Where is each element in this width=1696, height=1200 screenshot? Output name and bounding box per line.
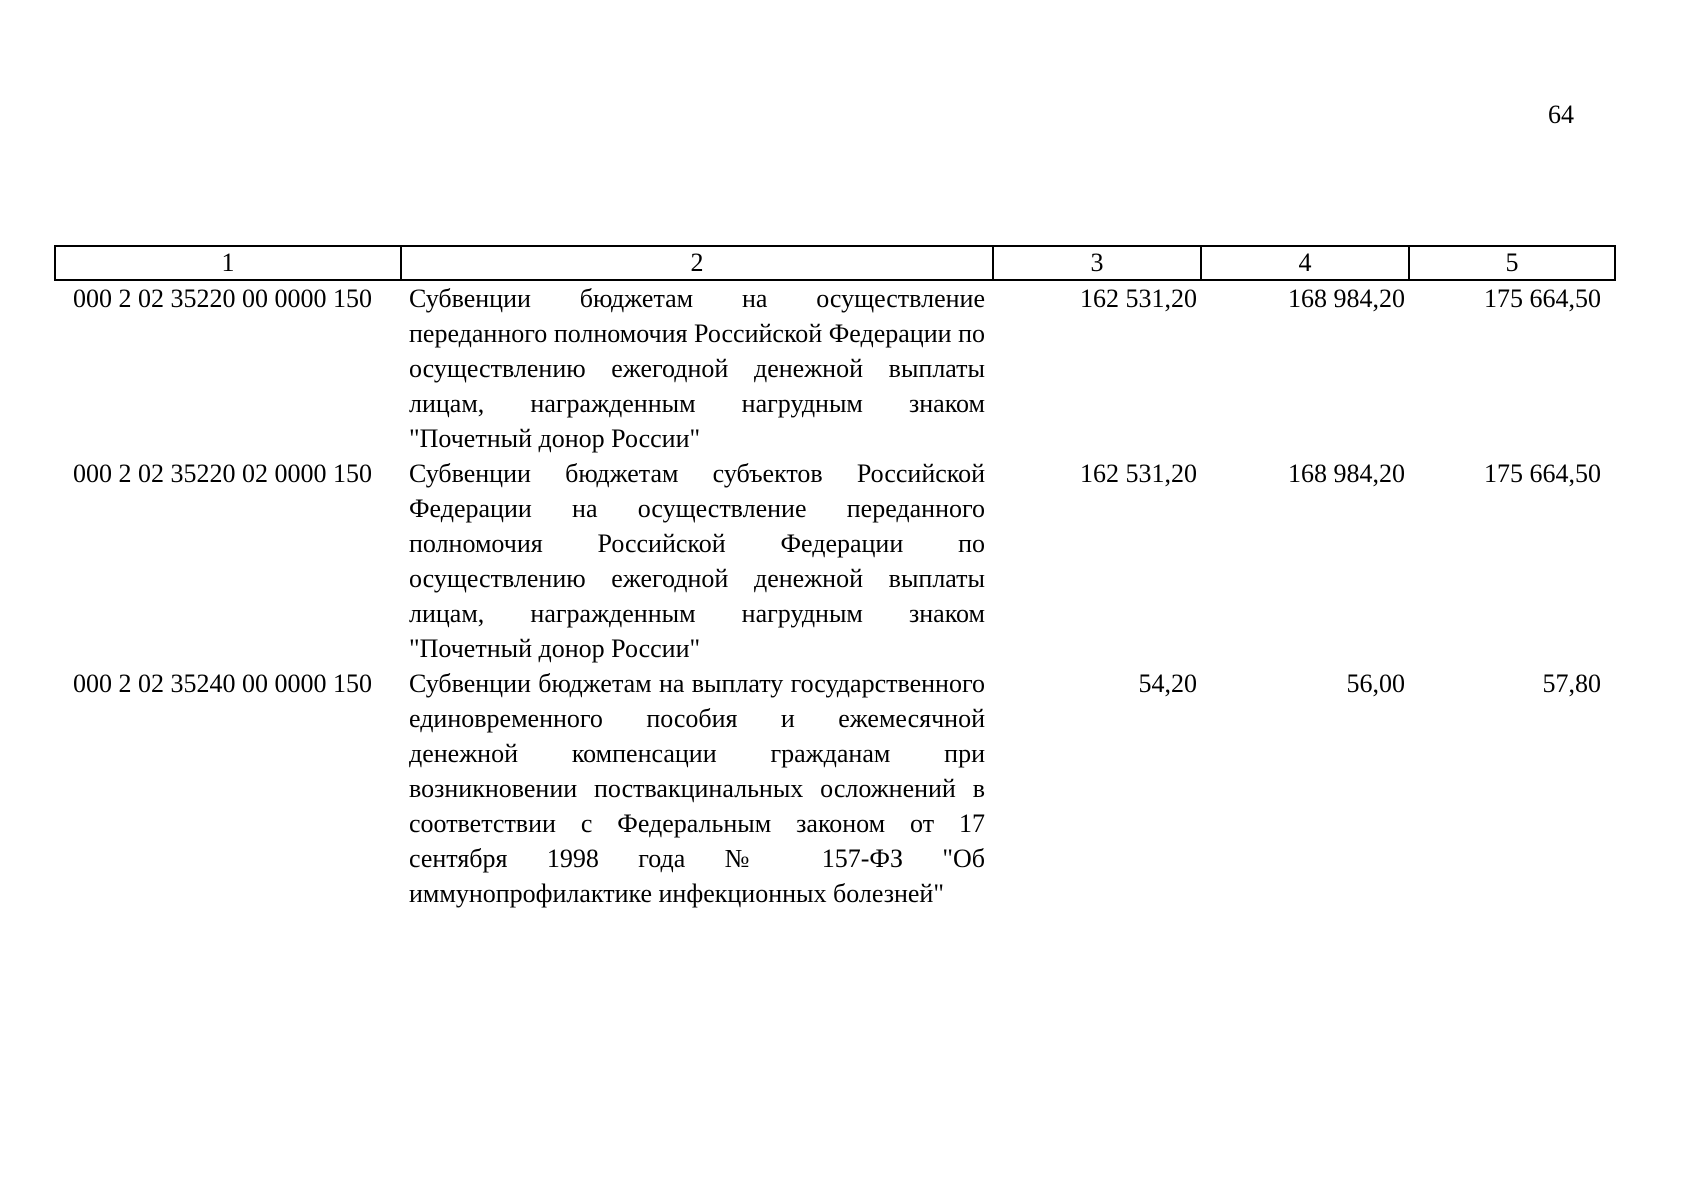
budget-code-cell: 000 2 02 35220 00 0000 150 xyxy=(73,284,372,313)
header-cell-4: 4 xyxy=(1201,246,1409,280)
description-cell: Субвенции бюджетам на осуществление переданного полномочия Российской Федерации по осуществлению ежегодной денежной выплаты лицам, награжденным нагрудным знаком "Почетный донор России" xyxy=(409,284,985,453)
amount-col5-cell: 175 664,50 xyxy=(1484,284,1601,313)
amount-col4-cell: 168 984,20 xyxy=(1288,284,1405,313)
table-header xyxy=(55,246,1615,280)
amount-col4-cell: 56,00 xyxy=(1346,669,1405,698)
header-cell-2: 2 xyxy=(401,246,993,280)
description-cell: Субвенции бюджетам на выплату государственного единовременного пособия и ежемесячной денежной компенсации гражданам при возникновении поствакцинальных осложнений в соответствии с Федеральным законом от 17 сентября 1998 года № 157-ФЗ "Об иммунопрофилактике инфекционных болезней" xyxy=(409,669,985,908)
page-number: 64 xyxy=(1548,100,1574,129)
amount-col5-cell: 57,80 xyxy=(1542,669,1601,698)
header-row xyxy=(55,246,1615,280)
description-cell: Субвенции бюджетам субъектов Российской Федерации на осуществление переданного полномочия Российской Федерации по осуществлению ежегодной денежной выплаты лицам, награжденным нагрудным знаком "Почетный донор России" xyxy=(409,459,985,663)
budget-table-container xyxy=(54,245,1614,911)
amount-col3-cell: 162 531,20 xyxy=(1080,459,1197,488)
amount-col3-cell: 54,20 xyxy=(1138,669,1197,698)
table-row xyxy=(55,666,1615,911)
budget-code-cell: 000 2 02 35240 00 0000 150 xyxy=(73,669,372,698)
table-row xyxy=(55,456,1615,666)
header-cell-1: 1 xyxy=(55,246,401,280)
table-row xyxy=(55,280,1615,456)
amount-col5-cell: 175 664,50 xyxy=(1484,459,1601,488)
table-body xyxy=(55,280,1615,911)
budget-code-cell: 000 2 02 35220 02 0000 150 xyxy=(73,459,372,488)
budget-table xyxy=(54,245,1616,911)
amount-col4-cell: 168 984,20 xyxy=(1288,459,1405,488)
header-cell-3: 3 xyxy=(993,246,1201,280)
header-cell-5: 5 xyxy=(1409,246,1615,280)
amount-col3-cell: 162 531,20 xyxy=(1080,284,1197,313)
